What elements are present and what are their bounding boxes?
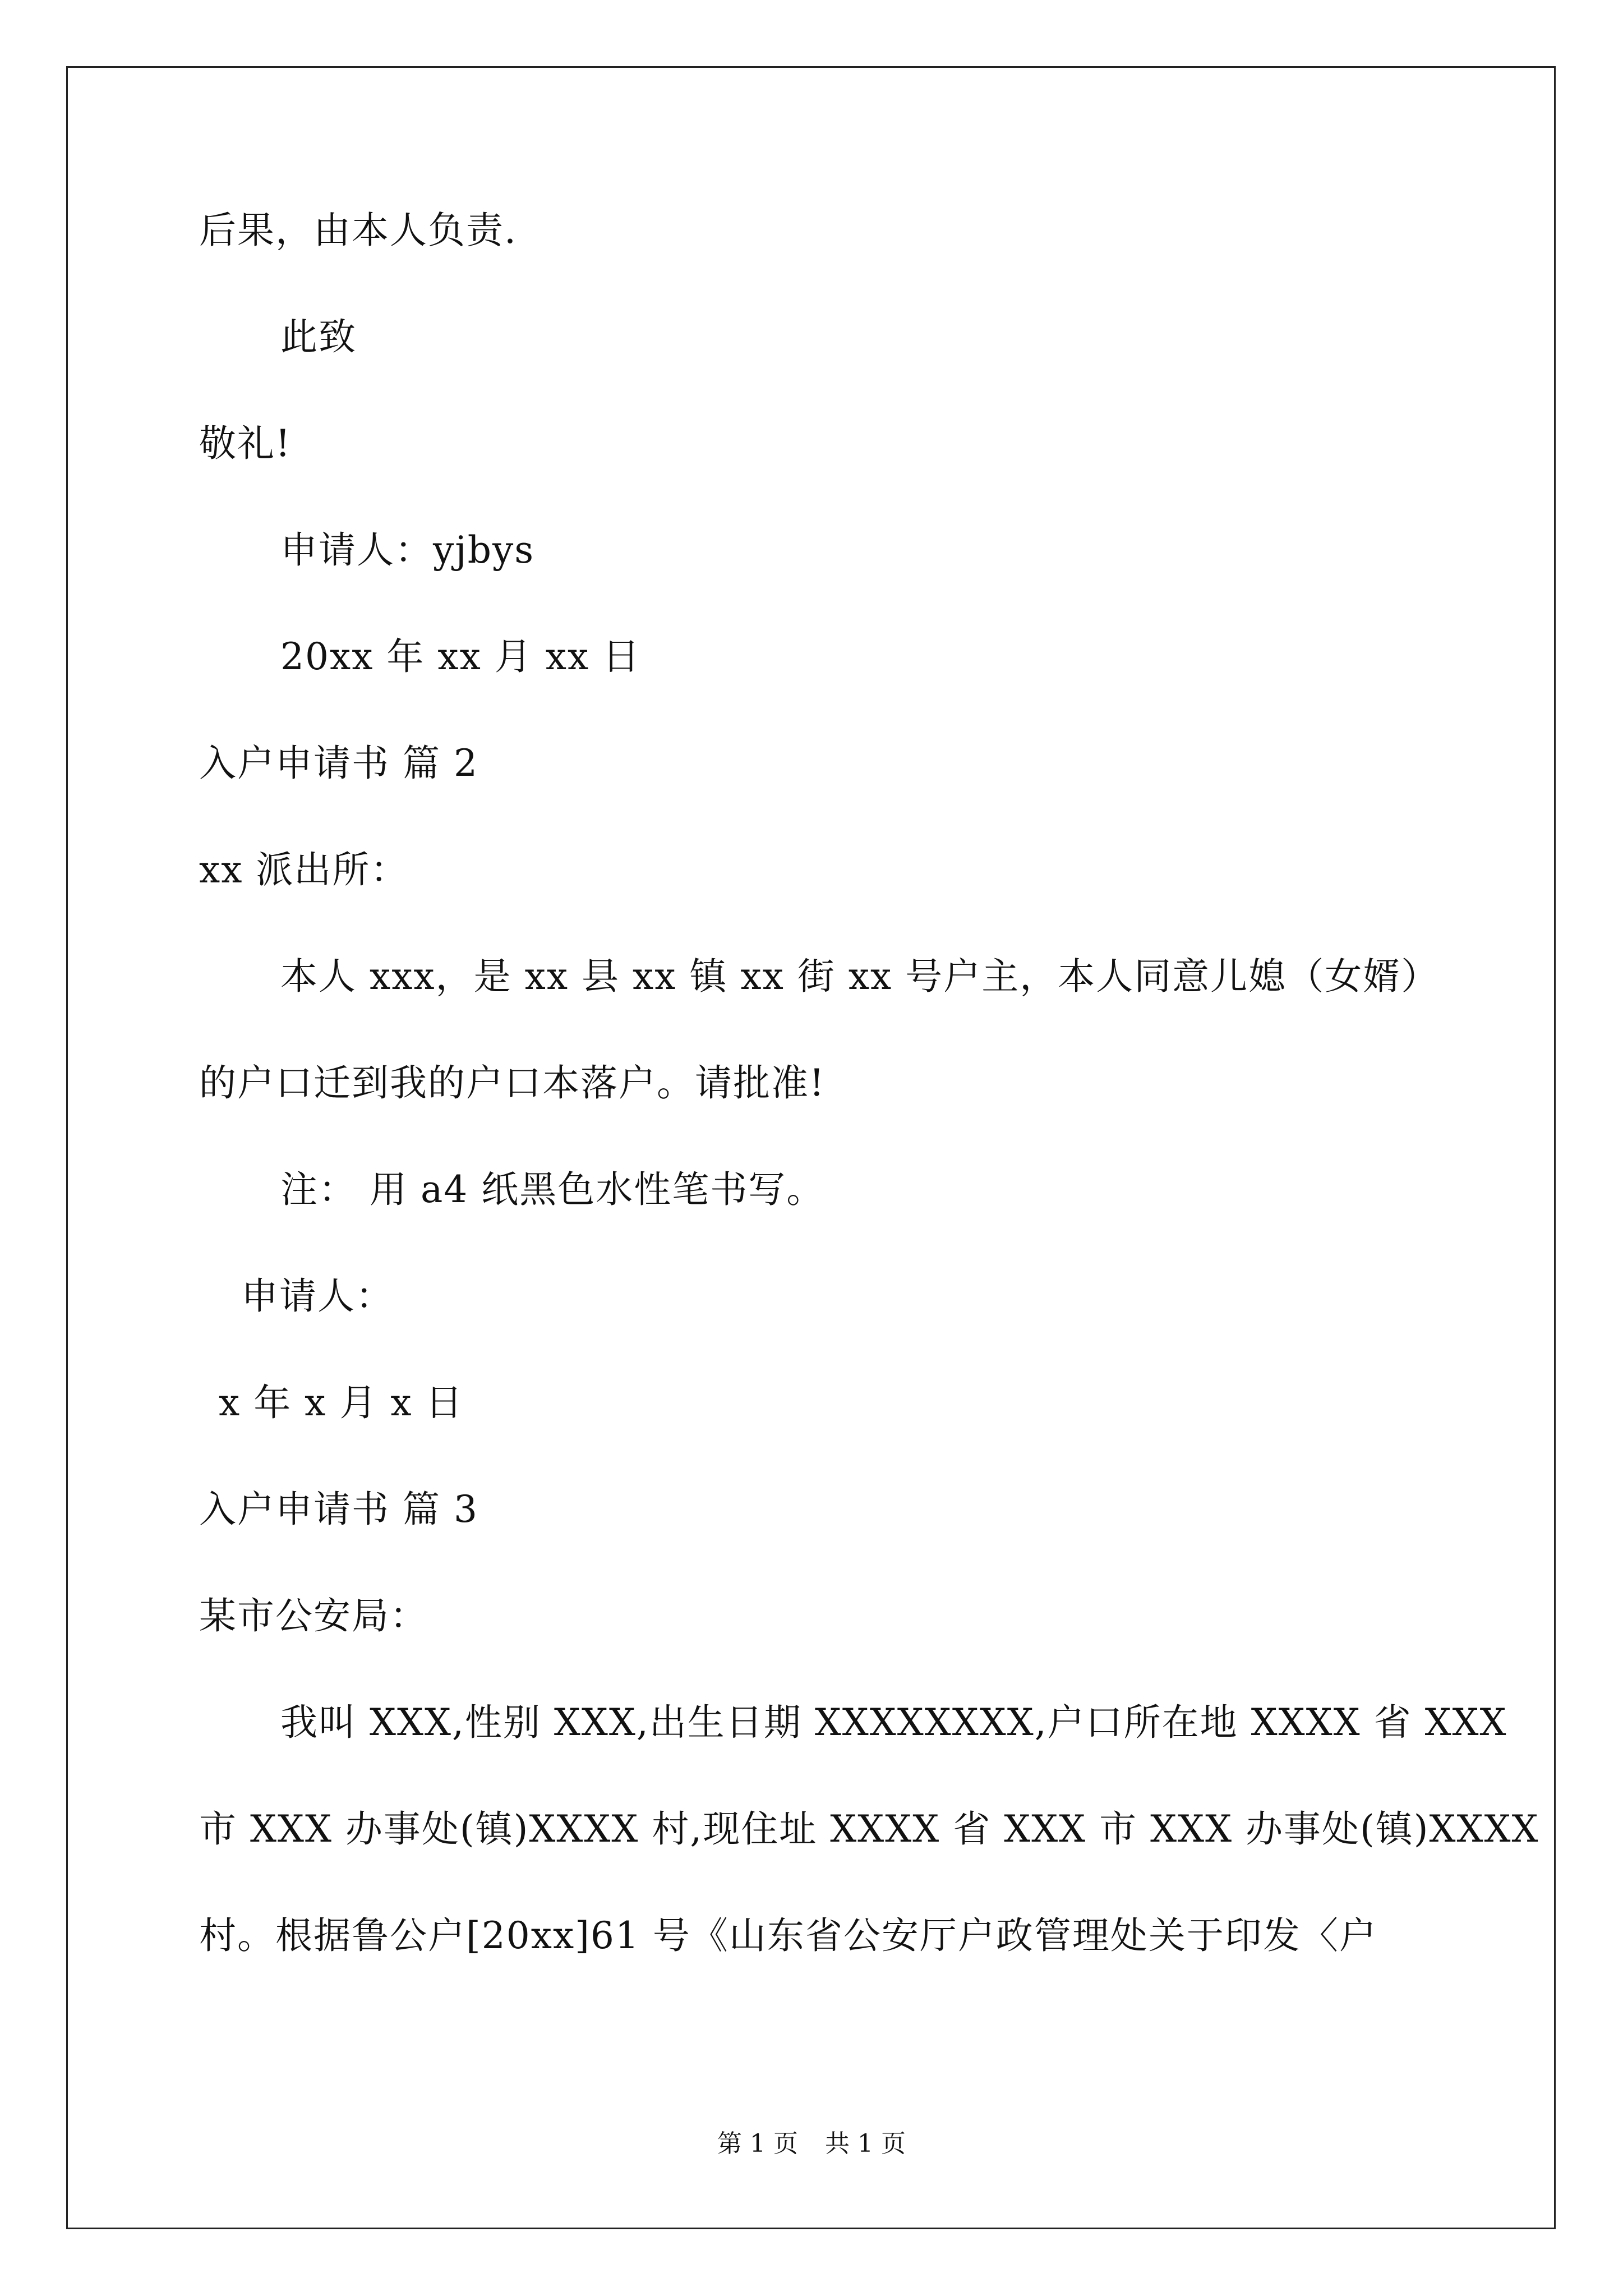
text-line-4: 申请人：yjbys [280, 528, 535, 572]
text-line-9: 的户口迁到我的户口本落户。请批准! [199, 1061, 826, 1105]
section-heading-2: 入户申请书 篇 2 [199, 742, 478, 785]
text-line-10: 注： 用 a4 纸黑色水性笔书写。 [280, 1168, 825, 1211]
text-line-5: 20xx 年 xx 月 xx 日 [280, 635, 641, 678]
section-heading-3: 入户申请书 篇 3 [199, 1488, 478, 1531]
text-line-17: 村。根据鲁公户[20xx]61 号《山东省公安厅户政管理处关于印发〈户 [199, 1914, 1377, 1957]
text-line-16: 市 XXX 办事处(镇)XXXX 村,现住址 XXXX 省 XXX 市 XXX 办事处(镇)XXXX [199, 1807, 1539, 1851]
text-line-3: 敬礼! [199, 422, 292, 465]
text-line-12: x 年 x 月 x 日 [219, 1381, 464, 1424]
page-total: 共 1 页 [825, 2129, 906, 2158]
page-number: 第 1 页 [717, 2129, 798, 2158]
text-line-8: 本人 xxx，是 xx 县 xx 镇 xx 街 xx 号户主，本人同意儿媳（女婿） [280, 955, 1440, 998]
text-line-11: 申请人： [241, 1274, 394, 1318]
page-footer [0, 2127, 1623, 2161]
page-border [66, 66, 1556, 2229]
text-line-2: 此致 [280, 315, 357, 358]
text-line-1: 后果，由本人负责. [199, 209, 517, 252]
text-line-7: xx 派出所： [199, 848, 409, 891]
text-line-15: 我叫 XXX,性别 XXX,出生日期 XXXXXXXX,户口所在地 XXXX 省 XXX [280, 1701, 1507, 1744]
text-line-14: 某市公安局： [199, 1594, 428, 1637]
